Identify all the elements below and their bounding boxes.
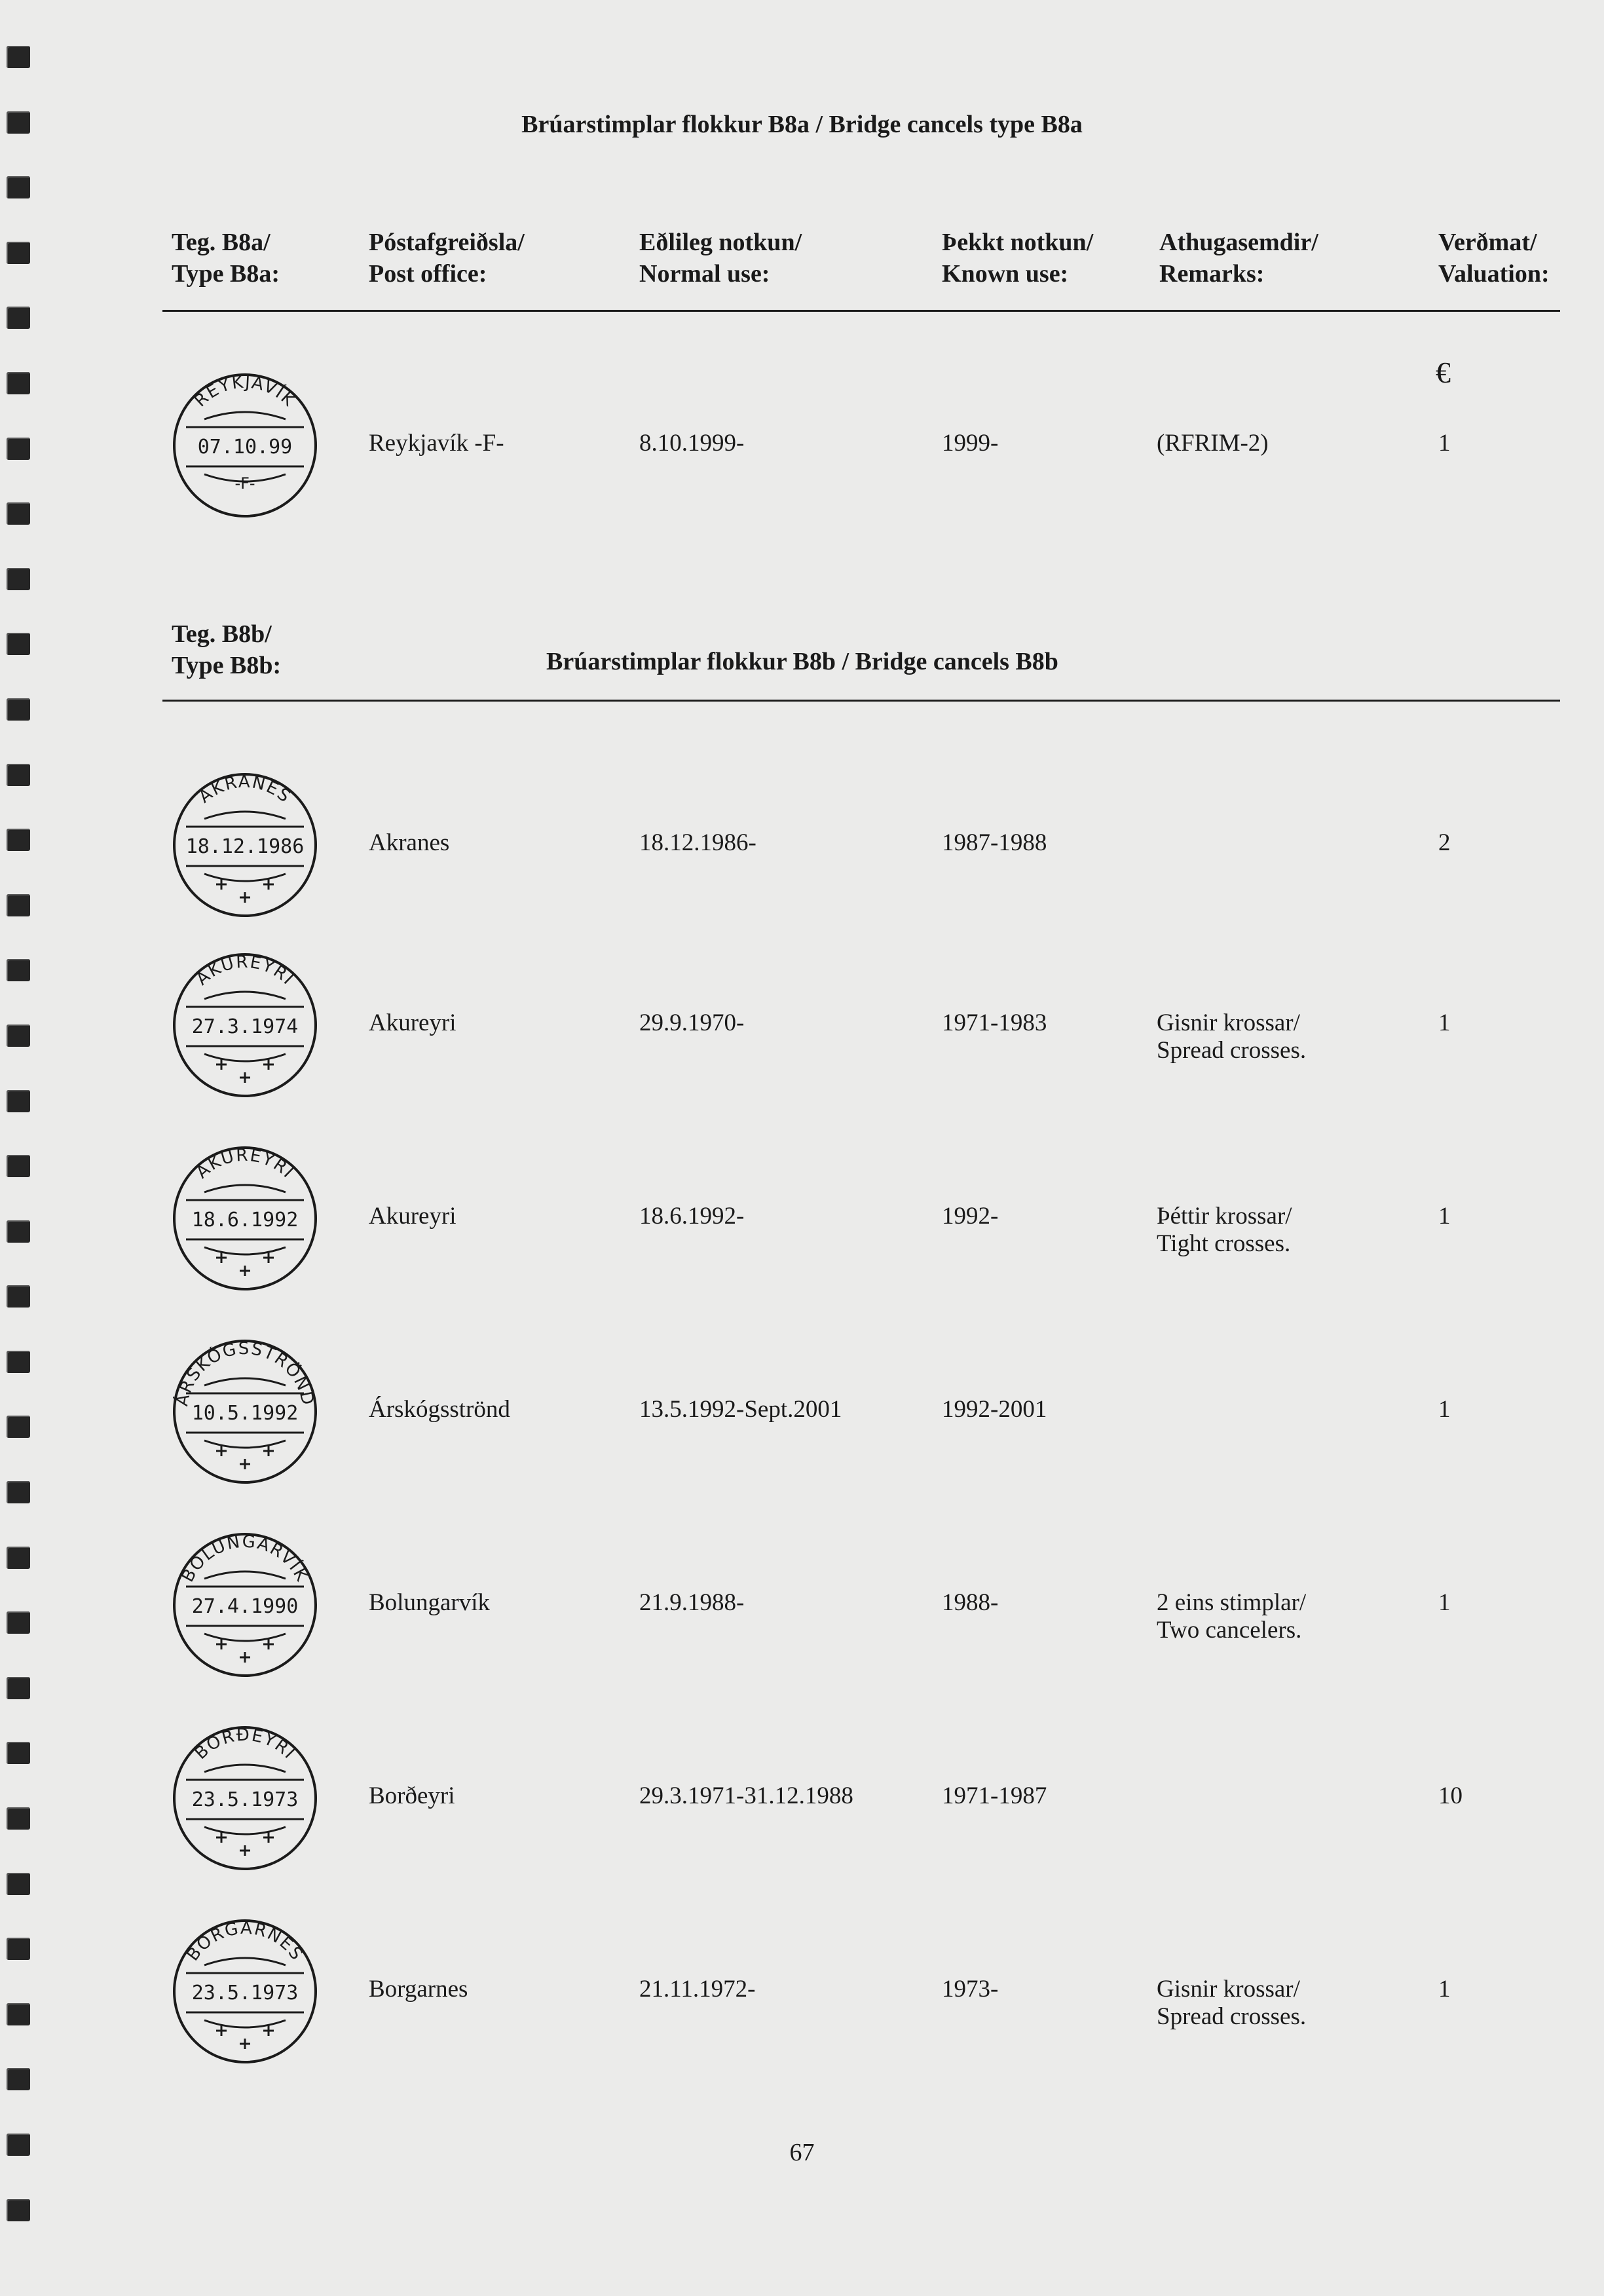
post-office-cell: Árskógsströnd [369, 1396, 510, 1423]
normal-use-cell: 8.10.1999- [639, 430, 745, 457]
stamp-cross-mark [240, 892, 250, 903]
remarks-line: Þéttir krossar/ [1157, 1203, 1292, 1230]
valuation-cell: 2 [1438, 829, 1451, 856]
remarks-cell [1157, 1009, 1306, 1064]
remarks-line: 2 eins stimplar/ [1157, 1589, 1307, 1616]
cancel-stamp-image [166, 947, 324, 1107]
remarks-line: (RFRIM-2) [1157, 430, 1269, 457]
valuation-cell: 1 [1438, 430, 1451, 457]
valuation-cell: 1 [1438, 1976, 1451, 2003]
post-office-cell: Bolungarvík [369, 1589, 490, 1616]
binder-hole [7, 2003, 30, 2025]
cancel-stamp-image [166, 1720, 324, 1880]
binder-hole [7, 698, 30, 721]
post-office-cell: Borðeyri [369, 1782, 455, 1809]
stamp-place-text: REYKJAVÍK [191, 372, 299, 411]
binder-hole [7, 438, 30, 460]
remarks-cell [1157, 1203, 1292, 1258]
stamp-cross-mark [263, 879, 274, 890]
binder-hole [7, 959, 30, 981]
stamp-cross-mark [216, 2025, 227, 2036]
binder-hole [7, 1938, 30, 1960]
known-use-cell: 1973- [942, 1976, 999, 2003]
cancel-stamp-image [166, 1333, 324, 1494]
stamp-place-text: AKRANES [195, 772, 295, 808]
known-use-cell: 1992-2001 [942, 1396, 1047, 1423]
normal-use-cell: 18.6.1992- [639, 1203, 745, 1230]
stamp-cross-mark [240, 2039, 250, 2049]
binder-hole [7, 1481, 30, 1503]
normal-use-cell: 21.11.1972- [639, 1976, 756, 2003]
stamp-date-text: 27.4.1990 [191, 1595, 299, 1618]
binder-hole [7, 2068, 30, 2090]
binder-hole [7, 1090, 30, 1112]
binder-hole [7, 1220, 30, 1243]
header-post-office: Póstafgreiðsla/ Post office: [369, 229, 525, 288]
normal-use-cell: 13.5.1992-Sept.2001 [639, 1396, 842, 1423]
post-office-cell: Akureyri [369, 1203, 457, 1230]
binder-hole [7, 242, 30, 264]
valuation-cell: 1 [1438, 1203, 1451, 1230]
cancel-stamp-image [166, 1526, 324, 1687]
stamp-cross-mark [263, 1832, 274, 1843]
stamp-date-text: 18.6.1992 [191, 1209, 299, 1232]
stamp-cross-mark [216, 1639, 227, 1649]
stamp-place-text: BOLUNGARVÍK [177, 1532, 312, 1586]
header-normal-use: Eðlileg notkun/ Normal use: [639, 229, 802, 288]
post-office-cell: Reykjavík -F- [369, 430, 504, 457]
stamp-date-text: 23.5.1973 [191, 1788, 299, 1811]
normal-use-cell: 18.12.1986- [639, 829, 756, 856]
header-type: Teg. B8a/ Type B8a: [172, 229, 280, 288]
known-use-cell: 1971-1983 [942, 1009, 1047, 1036]
binder-hole [7, 764, 30, 786]
stamp-cross-mark [263, 2025, 274, 2036]
stamp-date-text: 07.10.99 [197, 436, 293, 459]
header-known-use: Þekkt notkun/ Known use: [942, 229, 1094, 288]
binder-hole [7, 1025, 30, 1047]
section-b8b-rule [162, 700, 1560, 702]
binder-hole [7, 176, 30, 198]
stamp-cross-mark [216, 1446, 227, 1456]
stamp-cross-mark [216, 1832, 227, 1843]
remarks-cell [1157, 1589, 1306, 1644]
stamp-cross-mark [240, 1266, 250, 1276]
stamp-cross-mark [216, 879, 227, 890]
valuation-cell: 10 [1438, 1782, 1463, 1809]
binder-hole [7, 1351, 30, 1373]
binder-hole [7, 1807, 30, 1830]
normal-use-cell: 29.9.1970- [639, 1009, 745, 1036]
stamp-bottom-text: -F- [234, 474, 255, 493]
stamp-cross-mark [240, 1072, 250, 1083]
page-number: 67 [789, 2139, 815, 2166]
cancel-stamp-image [166, 1913, 324, 2073]
known-use-cell: 1992- [942, 1203, 999, 1230]
post-office-cell: Akureyri [369, 1009, 457, 1036]
binder-holes [7, 46, 33, 2264]
post-office-cell: Akranes [369, 829, 450, 856]
binder-hole [7, 1547, 30, 1569]
stamp-date-text: 18.12.1986 [185, 835, 305, 858]
section-b8b-title: Brúarstimplar flokkur B8b / Bridge cancels B8b [546, 648, 1058, 675]
header-valuation: Verðmat/ Valuation: [1438, 229, 1550, 288]
stamp-cross-mark [216, 1059, 227, 1070]
remarks-line: Spread crosses. [1157, 2003, 1307, 2030]
binder-hole [7, 1155, 30, 1177]
cancel-stamp-image [166, 1140, 324, 1300]
stamp-place-text: ÁRSKÓGSSTRÖND [172, 1338, 318, 1408]
binder-hole [7, 1742, 30, 1764]
normal-use-cell: 29.3.1971-31.12.1988 [639, 1782, 853, 1809]
binder-hole [7, 46, 30, 68]
header-remarks: Athugasemdir/ Remarks: [1159, 229, 1318, 288]
section-b8b-type: Teg. B8b/ Type B8b: [172, 620, 282, 679]
binder-hole [7, 502, 30, 525]
remarks-cell [1157, 430, 1269, 457]
stamp-place-text: AKUREYRI [192, 1145, 298, 1183]
normal-use-cell: 21.9.1988- [639, 1589, 745, 1616]
header-rule [162, 310, 1560, 312]
valuation-cell: 1 [1438, 1396, 1451, 1423]
remarks-line: Tight crosses. [1157, 1230, 1291, 1257]
binder-hole [7, 307, 30, 329]
binder-hole [7, 568, 30, 590]
stamp-cross-mark [263, 1059, 274, 1070]
known-use-cell: 1999- [942, 430, 999, 457]
binder-hole [7, 1611, 30, 1634]
stamp-cross-mark [240, 1652, 250, 1663]
post-office-cell: Borgarnes [369, 1976, 468, 2003]
known-use-cell: 1988- [942, 1589, 999, 1616]
binder-hole [7, 829, 30, 851]
currency-euro-icon: € [1436, 356, 1451, 389]
binder-hole [7, 1285, 30, 1308]
remarks-line: Gisnir krossar/ [1157, 1976, 1300, 2003]
binder-hole [7, 2199, 30, 2221]
stamp-place-text: AKUREYRI [192, 952, 298, 990]
page-title: Brúarstimplar flokkur B8a / Bridge cancels type B8a [521, 111, 1083, 138]
stamp-cross-mark [216, 1252, 227, 1263]
remarks-line: Gisnir krossar/ [1157, 1009, 1300, 1036]
binder-hole [7, 633, 30, 655]
remarks-line: Spread crosses. [1157, 1037, 1307, 1064]
stamp-place-text: BORGARNES [183, 1918, 307, 1965]
cancel-stamp-image [166, 766, 324, 927]
stamp-cross-mark [240, 1459, 250, 1469]
known-use-cell: 1987-1988 [942, 829, 1047, 856]
binder-hole [7, 1677, 30, 1699]
stamp-cross-mark [240, 1845, 250, 1856]
binder-hole [7, 1873, 30, 1895]
stamp-date-text: 27.3.1974 [191, 1015, 299, 1038]
stamp-cross-mark [263, 1446, 274, 1456]
stamp-date-text: 23.5.1973 [191, 1982, 299, 2004]
remarks-cell [1157, 1976, 1306, 2031]
binder-hole [7, 894, 30, 916]
stamp-cross-mark [263, 1252, 274, 1263]
valuation-cell: 1 [1438, 1589, 1451, 1616]
binder-hole [7, 372, 30, 394]
binder-hole [7, 1416, 30, 1438]
stamp-place-text: BORÐEYRI [191, 1725, 299, 1764]
remarks-line: Two cancelers. [1157, 1617, 1302, 1644]
stamp-cross-mark [263, 1639, 274, 1649]
known-use-cell: 1971-1987 [942, 1782, 1047, 1809]
cancel-stamp-image [166, 367, 324, 527]
valuation-cell: 1 [1438, 1009, 1451, 1036]
stamp-date-text: 10.5.1992 [191, 1402, 299, 1425]
